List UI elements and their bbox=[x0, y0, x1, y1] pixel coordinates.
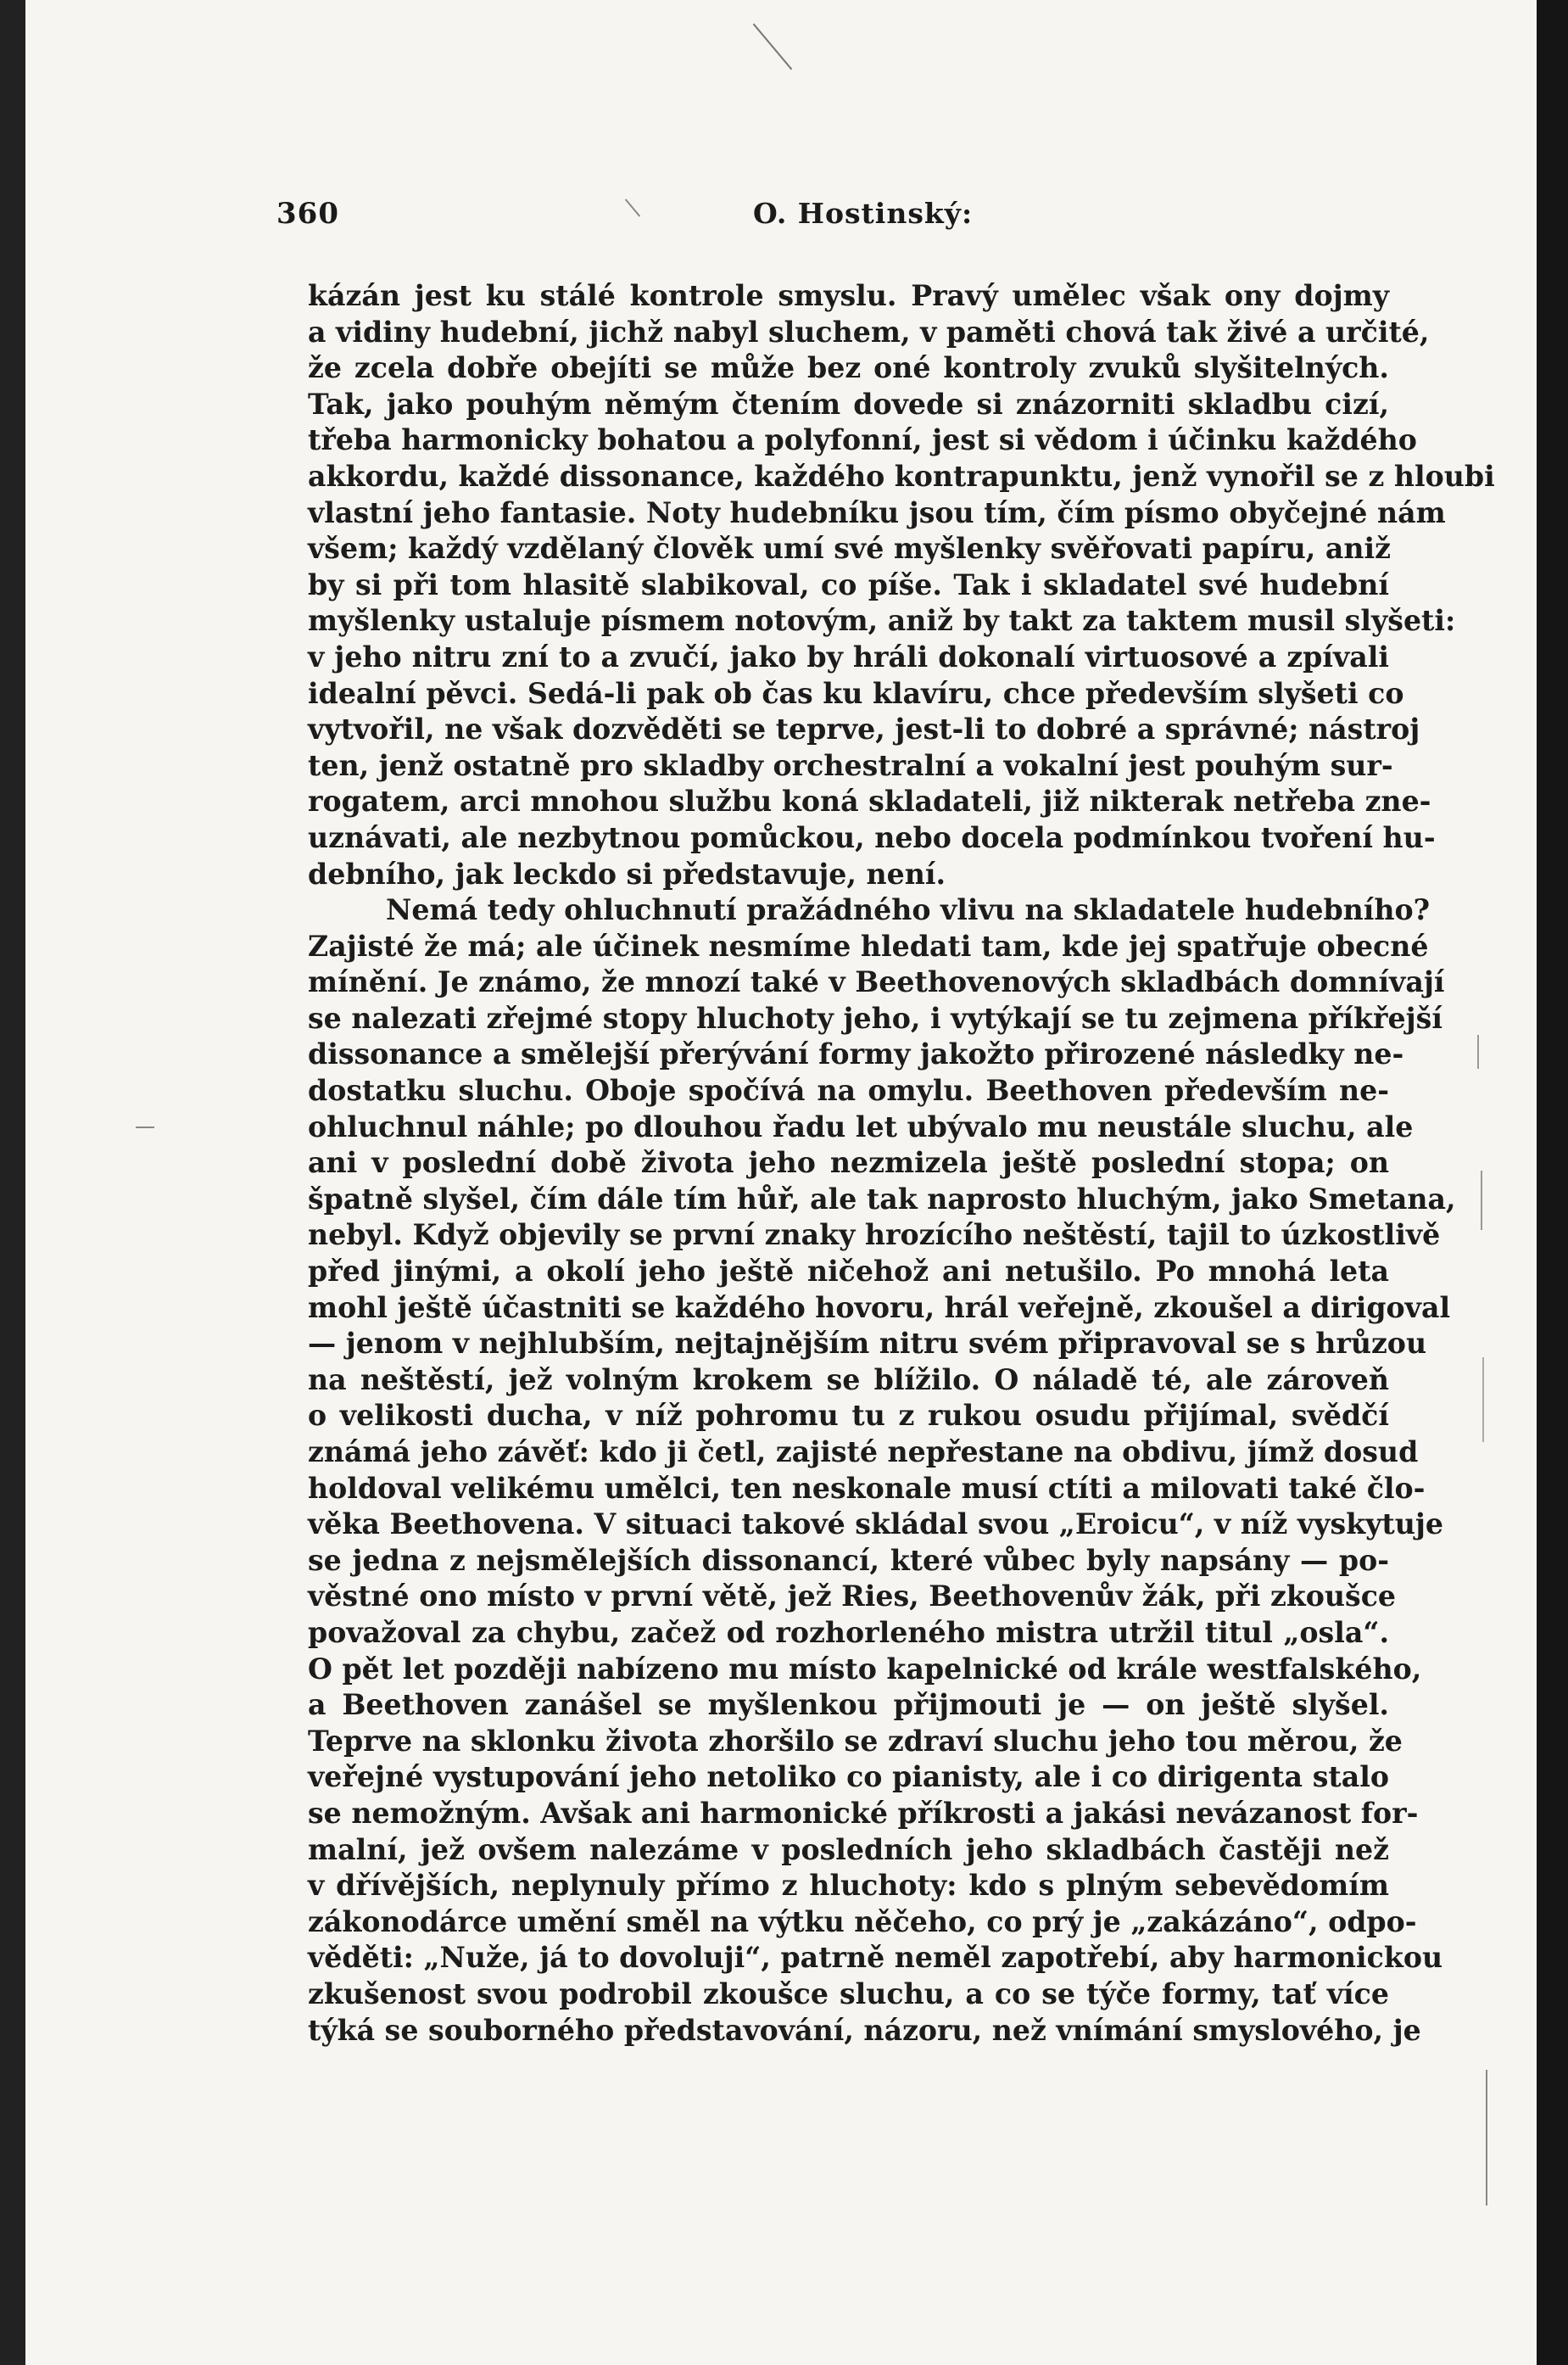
text-line: veřejné vystupování jeho netoliko co pianisty, ale i co dirigenta stalo bbox=[308, 1760, 1389, 1794]
text-line: všem; každý vzdělaný člověk umí své myšlenky svěřovati papíru, aniž bbox=[308, 532, 1391, 566]
text-line: na neštěstí, jež volným krokem se blížilo. O náladě té, ale zároveň bbox=[308, 1362, 1389, 1396]
page-header bbox=[276, 197, 974, 239]
text-line: ani v poslední době života jeho nezmizela ještě poslední stopa; on bbox=[308, 1146, 1389, 1180]
text-line: idealní pěvci. Sedá-li pak ob čas ku klavíru, chce především slyšeti co bbox=[308, 676, 1404, 710]
text-line: Zajisté že má; ale účinek nesmíme hledati tam, kde jej spatřuje obecné bbox=[308, 929, 1429, 963]
text-line: vytvořil, ne však dozvěděti se teprve, jest-li to dobré a správné; nástroj bbox=[308, 713, 1420, 746]
text-line: považoval za chybu, začež od rozhorleného mistra utržil titul „osla“. bbox=[308, 1615, 1389, 1649]
text-line: by si při tom hlasitě slabikoval, co píše. Tak i skladatel své hudební bbox=[308, 567, 1389, 601]
text-line: holdoval velikému umělci, ten neskonale musí ctíti a milovati také člo- bbox=[308, 1471, 1426, 1505]
text-line: špatně slyšel, čím dále tím hůř, ale tak naprosto hluchým, jako Smetana, bbox=[308, 1182, 1456, 1216]
text-line: známá jeho závěť: kdo ji četl, zajisté nepřestane na obdivu, jímž dosud bbox=[308, 1435, 1419, 1468]
text-line: se nemožným. Avšak ani harmonické příkrosti a jakási nevázanost for- bbox=[308, 1796, 1419, 1830]
text-line: a Beethoven zanášel se myšlenkou přijmouti je — on ještě slyšel. bbox=[308, 1688, 1389, 1722]
text-line: nebyl. Když objevily se první znaky hrozícího neštěstí, tajil to úzkostlivě bbox=[308, 1218, 1441, 1252]
paragraph-end-line: debního, jak leckdo si představuje, není. bbox=[308, 857, 946, 891]
text-line: mínění. Je známo, že mnozí také v Beethovenových skladbách domnívají bbox=[308, 965, 1445, 999]
text-line: v dřívějších, neplynuly přímo z hluchoty: kdo s plným sebevědomím bbox=[308, 1869, 1389, 1903]
running-head: O. Hostinský: bbox=[753, 197, 974, 230]
text-line: a vidiny hudební, jichž nabyl sluchem, v paměti chová tak živé a určité, bbox=[308, 315, 1430, 349]
text-line: O pět let později nabízeno mu místo kapelnické od krále westfalského, bbox=[308, 1652, 1422, 1686]
text-line: Tak, jako pouhým němým čtením dovede si znázorniti skladbu cizí, bbox=[308, 387, 1389, 421]
text-line: rogatem, arci mnohou službu koná skladateli, již nikterak netřeba zne- bbox=[308, 785, 1431, 819]
text-line: že zcela dobře obejíti se může bez oné kontroly zvuků slyšitelných. bbox=[308, 351, 1389, 385]
text-line: uznávati, ale nezbytnou pomůckou, nebo docela podmínkou tvoření hu- bbox=[308, 820, 1436, 854]
book-page bbox=[25, 0, 1537, 2365]
text-line: věka Beethovena. V situaci takové skládal svou „Eroicu“, v níž vyskytuje bbox=[308, 1507, 1443, 1541]
scan-right-border bbox=[1537, 0, 1568, 2365]
text-line: ohluchnul náhle; po dlouhou řadu let ubývalo mu neustále sluchu, ale bbox=[308, 1110, 1414, 1143]
text-line: vlastní jeho fantasie. Noty hudebníku jsou tím, čím písmo obyčejné nám bbox=[308, 495, 1446, 529]
text-line: třeba harmonicky bohatou a polyfonní, jest si vědom i účinku každého bbox=[308, 423, 1417, 457]
text-line: se jedna z nejsmělejších dissonancí, které vůbec byly napsány — po- bbox=[308, 1543, 1389, 1577]
page-number: 360 bbox=[276, 197, 339, 231]
text-line: dissonance a smělejší přerývání formy jakožto přirozené následky ne- bbox=[308, 1037, 1404, 1071]
scan-artifact bbox=[1482, 1357, 1484, 1442]
text-line: malní, jež ovšem nalezáme v posledních jeho skladbách častěji než bbox=[308, 1832, 1389, 1866]
text-line: kázán jest ku stálé kontrole smyslu. Pravý umělec však ony dojmy bbox=[308, 279, 1389, 312]
text-line: se nalezati zřejmé stopy hluchoty jeho, i vytýkají se tu zejmena příkřejší bbox=[308, 1001, 1442, 1035]
text-line: v jeho nitru zní to a zvučí, jako by hráli dokonalí virtuosové a zpívali bbox=[308, 640, 1389, 674]
text-line: před jinými, a okolí jeho ještě ničehož ani netušilo. Po mnohá leta bbox=[308, 1255, 1389, 1289]
text-line: věděti: „Nuže, já to dovoluji“, patrně neměl zapotřebí, aby harmonickou bbox=[308, 1941, 1443, 1975]
body-text bbox=[308, 278, 1495, 2049]
scan-artifact bbox=[1481, 1171, 1482, 1230]
scan-artifact bbox=[1477, 1035, 1479, 1069]
text-line: zákonodárce umění směl na výtku něčeho, co prý je „zakázáno“, odpo- bbox=[308, 1904, 1417, 1938]
text-line: myšlenky ustaluje písmem notovým, aniž by takt za taktem musil slyšeti: bbox=[308, 604, 1456, 638]
text-line: dostatku sluchu. Oboje spočívá na omylu. Beethoven především ne- bbox=[308, 1074, 1389, 1108]
text-line: věstné ono místo v první větě, jež Ries, Beethovenův žák, při zkoušce bbox=[308, 1579, 1397, 1613]
scan-left-border bbox=[0, 0, 25, 2365]
text-line: Teprve na sklonku života zhoršilo se zdraví sluchu jeho tou měrou, že bbox=[308, 1724, 1403, 1758]
scan-artifact bbox=[753, 24, 793, 70]
text-line: o velikosti ducha, v níž pohromu tu z rukou osudu přijímal, svědčí bbox=[308, 1399, 1389, 1433]
text-line: akkordu, každé dissonance, každého kontrapunktu, jenž vynořil se z hloubi bbox=[308, 459, 1495, 493]
scan-artifact bbox=[1486, 2070, 1487, 2206]
text-line: zkušenost svou podrobil zkoušce sluchu, a co se týče formy, tať více bbox=[308, 1976, 1389, 2010]
text-line: mohl ještě účastniti se každého hovoru, hrál veřejně, zkoušel a dirigoval bbox=[308, 1290, 1451, 1324]
text-line: ten, jenž ostatně pro skladby orchestralní a vokalní jest pouhým sur- bbox=[308, 748, 1393, 782]
scan-artifact bbox=[136, 1127, 154, 1128]
text-line: — jenom v nejhlubším, nejtajnějším nitru svém připravoval se s hrůzou bbox=[308, 1327, 1427, 1361]
paragraph-start-line: Nemá tedy ohluchnutí pražádného vlivu na skladatele hudebního? bbox=[386, 893, 1431, 927]
text-line: týká se souborného představování, názoru, než vnímání smyslového, je bbox=[308, 2013, 1421, 2047]
